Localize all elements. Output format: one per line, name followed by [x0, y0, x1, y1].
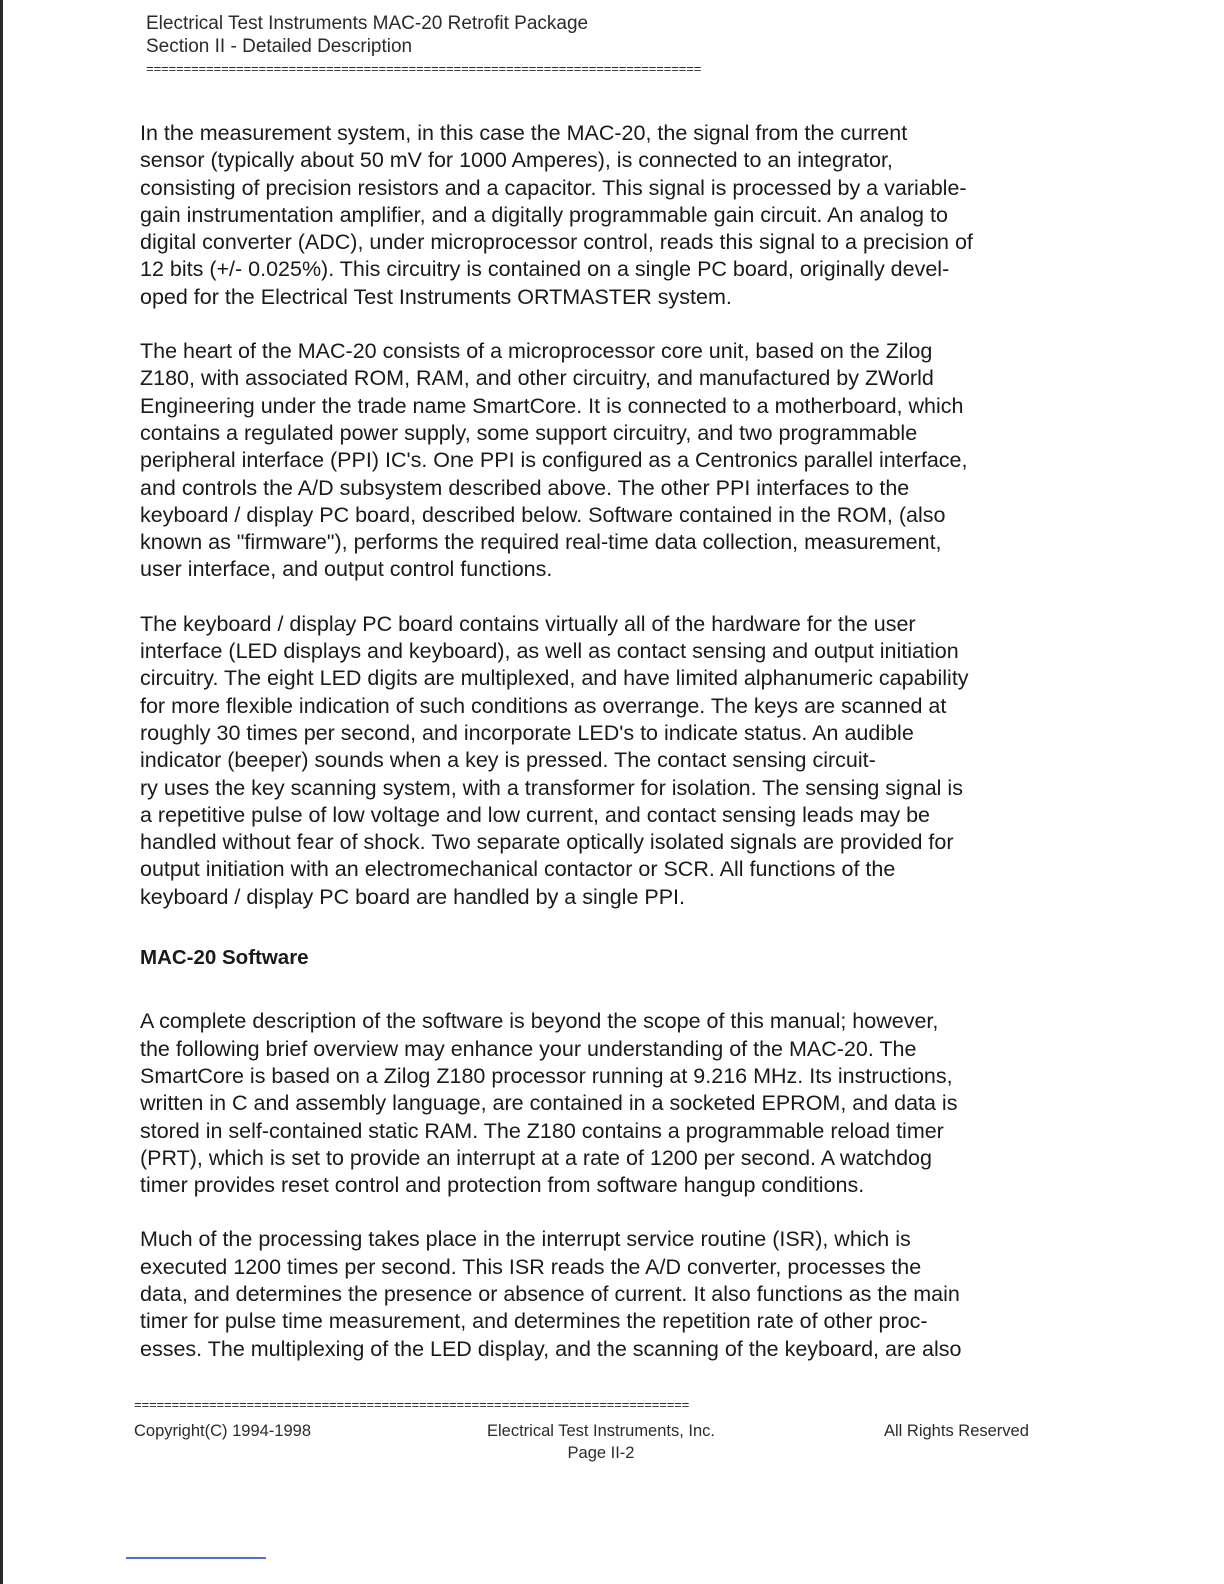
- text-line: keyboard / display PC board are handled by a single PPI.: [140, 884, 685, 909]
- footer-rights: All Rights Reserved: [884, 1422, 1029, 1440]
- text-line: 12 bits (+/- 0.025%). This circuitry is contained on a single PC board, originally devel-: [140, 257, 950, 282]
- footer-copyright: Copyright(C) 1994-1998: [134, 1422, 312, 1440]
- text-line: a repetitive pulse of low voltage and low current, and contact sensing leads may be: [140, 802, 930, 827]
- text-line: sensor (typically about 50 mV for 1000 Amperes), is connected to an integrator,: [140, 148, 893, 173]
- paragraph-keyboard-display: [140, 611, 1080, 911]
- header-rule: ==========================================================================: [146, 62, 702, 77]
- header-section: Section II - Detailed Description: [146, 36, 413, 57]
- text-line: and controls the A/D subsystem described above. The other PPI interfaces to the: [140, 475, 910, 500]
- text-line: output initiation with an electromechanical contactor or SCR. All functions of the: [140, 857, 896, 882]
- text-line: consisting of precision resistors and a capacitor. This signal is processed by a variable-: [140, 175, 967, 200]
- text-line: executed 1200 times per second. This ISR reads the A/D converter, processes the: [140, 1254, 922, 1279]
- text-line: user interface, and output control functions.: [140, 557, 553, 582]
- section-heading: MAC-20 Software: [140, 946, 309, 970]
- text-line: keyboard / display PC board, described below. Software contained in the ROM, (also: [140, 502, 946, 527]
- text-line: handled without fear of shock. Two separate optically isolated signals are provided for: [140, 830, 954, 855]
- text-line: indicator (beeper) sounds when a key is pressed. The contact sensing circuit-: [140, 748, 876, 773]
- paragraph-isr: [140, 1226, 1080, 1362]
- text-line: Much of the processing takes place in the interrupt service routine (ISR), which is: [140, 1227, 911, 1252]
- text-line: ry uses the key scanning system, with a transformer for isolation. The sensing signal is: [140, 775, 963, 800]
- paragraph-core-unit: [140, 338, 1080, 584]
- text-line: SmartCore is based on a Zilog Z180 processor running at 9.216 MHz. Its instructions,: [140, 1063, 953, 1088]
- text-line: The keyboard / display PC board contains virtually all of the hardware for the user: [140, 611, 916, 636]
- text-line: (PRT), which is set to provide an interrupt at a rate of 1200 per second. A watchdog: [140, 1145, 932, 1170]
- header-title: Electrical Test Instruments MAC-20 Retrofit Package: [146, 13, 589, 34]
- text-line: circuitry. The eight LED digits are multiplexed, and have limited alphanumeric capability: [140, 666, 969, 691]
- text-line: peripheral interface (PPI) IC's. One PPI is configured as a Centronics parallel interface,: [140, 448, 968, 473]
- text-line: known as "firmware"), performs the required real-time data collection, measurement,: [140, 530, 942, 555]
- text-line: interface (LED displays and keyboard), as well as contact sensing and output initiation: [140, 639, 959, 664]
- scan-underline-mark: [126, 1557, 266, 1559]
- footer-company: Electrical Test Instruments, Inc.: [486, 1422, 716, 1440]
- text-line: roughly 30 times per second, and incorporate LED's to indicate status. An audible: [140, 720, 914, 745]
- page-number: Page II-2: [567, 1444, 635, 1462]
- text-line: gain instrumentation amplifier, and a digitally programmable gain circuit. An analog to: [140, 202, 948, 227]
- text-line: oped for the Electrical Test Instruments ORTMASTER system.: [140, 284, 732, 309]
- text-line: for more flexible indication of such conditions as overrange. The keys are scanned at: [140, 693, 947, 718]
- text-line: esses. The multiplexing of the LED display, and the scanning of the keyboard, are also: [140, 1336, 962, 1361]
- text-line: stored in self-contained static RAM. The Z180 contains a programmable reload timer: [140, 1118, 944, 1143]
- text-line: timer for pulse time measurement, and determines the repetition rate of other proc-: [140, 1309, 928, 1334]
- text-line: In the measurement system, in this case the MAC-20, the signal from the current: [140, 121, 908, 145]
- text-line: digital converter (ADC), under microprocessor control, reads this signal to a precision of: [140, 230, 973, 255]
- text-line: The heart of the MAC-20 consists of a microprocessor core unit, based on the Zilog: [140, 339, 933, 364]
- text-line: data, and determines the presence or absence of current. It also functions as the main: [140, 1281, 960, 1306]
- text-line: Engineering under the trade name SmartCore. It is connected to a motherboard, which: [140, 393, 964, 418]
- text-line: the following brief overview may enhance your understanding of the MAC-20. The: [140, 1036, 917, 1061]
- text-line: A complete description of the software is beyond the scope of this manual; however,: [140, 1009, 939, 1034]
- document-body: [140, 120, 1080, 1390]
- text-line: written in C and assembly language, are contained in a socketed EPROM, and data is: [140, 1091, 958, 1116]
- text-line: timer provides reset control and protection from software hangup conditions.: [140, 1173, 865, 1198]
- footer-rule: ==========================================================================: [134, 1398, 690, 1413]
- page-header: [146, 12, 588, 58]
- paragraph-software-overview: [140, 1008, 1080, 1199]
- scan-left-edge: [0, 0, 3, 1584]
- text-line: contains a regulated power supply, some support circuitry, and two programmable: [140, 420, 918, 445]
- footer-center: [478, 1420, 724, 1464]
- text-line: Z180, with associated ROM, RAM, and other circuitry, and manufactured by ZWorld: [140, 366, 934, 391]
- paragraph-measurement: [140, 120, 1080, 311]
